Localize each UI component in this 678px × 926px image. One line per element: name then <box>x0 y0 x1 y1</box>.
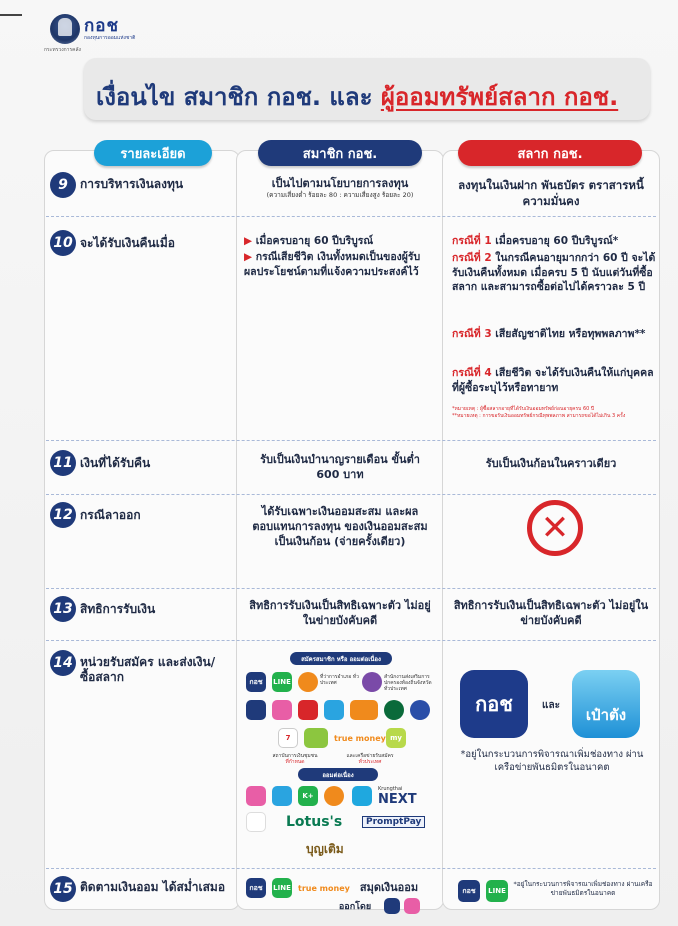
lottery-channel-note: *อยู่ในกระบวนการพิจารณาเพิ่มช่องทาง ผ่านเครือข่ายพันธมิตรในอนาคต <box>460 749 644 773</box>
row-separator <box>46 588 656 589</box>
case-4-text: เสียชีวิต จะได้รับเงินคืนให้แก่บุคคลที่ผู้ซื้อระบุไว้หรือทายาท <box>452 367 654 394</box>
next-logo: NEXT <box>378 792 417 807</box>
bank-ghb-icon <box>298 700 318 720</box>
case-3-key: กรณีที่ 3 <box>452 328 492 340</box>
header-member: สมาชิก กอช. <box>258 140 422 166</box>
row-separator <box>46 640 656 641</box>
header-lottery: สลาก กอช. <box>458 140 642 166</box>
lottery-note-1: *หมายเหตุ : ผู้ซื้อสลากอายุที่ได้รับเงินออมทรัพย์ก่อนอายุครบ 60 ปี <box>452 406 595 412</box>
boonterm-logo: บุญเติม <box>306 842 344 856</box>
logo <box>50 14 135 44</box>
agent-label-2b: ทั่วประเทศ <box>358 759 382 765</box>
line-icon: LINE <box>486 880 508 902</box>
issued-by-label: ออกโดย <box>338 902 372 912</box>
member-cell-9 <box>242 176 438 200</box>
lottery-cell-13: สิทธิการรับเงินเป็นสิทธิเฉพาะตัว ไม่อยู่ในข่ายบังคับคดี <box>453 599 649 627</box>
member-bullet-1 <box>244 234 432 249</box>
case-1-key: กรณีที่ 1 <box>452 235 492 247</box>
row-number-9: 9 <box>50 172 76 198</box>
row-label-13: สิทธิการรับเงิน <box>80 602 156 616</box>
kos-app-icon: กอช <box>460 670 528 738</box>
kplus-icon: K+ <box>298 786 318 806</box>
bank-sme-icon <box>410 700 430 720</box>
row-separator <box>46 494 656 495</box>
row-number-13: 13 <box>50 596 76 622</box>
row-number-11: 11 <box>50 450 76 476</box>
lottery-case-1 <box>452 234 658 249</box>
row-label-14: หน่วยรับสมัคร และส่งเงิน/ซื้อสลาก <box>80 655 216 684</box>
lottery-cell-9: ลงทุนในเงินฝาก พันธบัตร ตราสารหนี้ ความมั่นคง <box>458 178 644 208</box>
chip-continuous: ออมต่อเนื่อง <box>298 768 378 781</box>
member-text-9: เป็นไปตามนโยบายการลงทุน <box>271 177 409 190</box>
header-detail: รายละเอียด <box>94 140 212 166</box>
member-bullet-2-text: กรณีเสียชีวิต เงินทั้งหมดเป็นของผู้รับผลประโยชน์ตามที่แจ้งความประสงค์ไว้ <box>244 251 421 278</box>
title-part-1: เงื่อนไข สมาชิก กอช. และ <box>96 83 381 111</box>
kos-icon: กอช <box>246 672 266 692</box>
member-cell-13: สิทธิการรับเงินเป็นสิทธิเฉพาะตัว ไม่อยู่ในข่ายบังคับคดี <box>249 599 431 627</box>
member-bullet-2 <box>244 250 432 280</box>
row-number-14: 14 <box>50 650 76 676</box>
seven-eleven-icon: 7 <box>278 728 298 748</box>
row-label-10: จะได้รับเงินคืนเมื่อ <box>80 236 175 250</box>
local-admin-label: สำนักงานส่งเสริมการปกครองท้องถิ่นจังหวัด ทั่วประเทศ <box>384 674 432 692</box>
lottery-case-4 <box>452 366 658 395</box>
line-icon: LINE <box>272 672 292 692</box>
paotang-app-icon <box>572 670 640 738</box>
line-icon: LINE <box>272 878 292 898</box>
agent-label-2: และเครือข่ายรับสมัคร <box>346 753 394 759</box>
bank-gsb-icon <box>272 700 292 720</box>
case-4-key: กรณีที่ 4 <box>452 367 492 379</box>
triangle-icon: ▶ <box>244 251 256 263</box>
case-1-text: เมื่อครบอายุ 60 ปีบริบูรณ์* <box>495 235 619 247</box>
member-cell-11: รับเป็นเงินบำนาญรายเดือน ขั้นต่ำ 600 บาท <box>260 453 420 481</box>
app-icon-pink <box>246 786 266 806</box>
case-2-key: กรณีที่ 2 <box>452 252 492 264</box>
row-label-9: การบริหารเงินลงทุน <box>80 177 184 191</box>
bank-icon-b <box>404 898 420 914</box>
row-number-15: 15 <box>50 876 76 902</box>
paotang-label: เป๋าตัง <box>585 706 627 724</box>
crest-icon <box>50 14 80 44</box>
row-separator <box>46 868 656 869</box>
row-number-12: 12 <box>50 502 76 528</box>
member-cell-12: ได้รับเฉพาะเงินออมสะสม และผลตอบแทนการลงทุน ของเงินออมสะสมเป็นเงินก้อน (จ่ายครั้งเดียว) <box>252 505 428 548</box>
bank-ibank-icon <box>350 700 378 720</box>
lottery-track-note: *อยู่ในกระบวนการพิจารณาเพิ่มช่องทาง ผ่านเครือข่ายพันธมิตรในอนาคต <box>513 880 653 897</box>
brand <box>84 17 135 41</box>
row-separator <box>46 440 656 441</box>
mpay-icon: my <box>386 728 406 748</box>
row-label-12: กรณีลาออก <box>80 508 141 522</box>
row-number-10: 10 <box>50 230 76 256</box>
scb-icon <box>324 786 344 806</box>
truemoney-icon: true money <box>298 884 350 893</box>
bank-icon-a <box>384 898 400 914</box>
member-bullet-1-text: เมื่อครบอายุ 60 ปีบริบูรณ์ <box>255 235 374 247</box>
thailand-post-icon <box>246 812 266 832</box>
bank-baac-icon <box>246 700 266 720</box>
case-2-text: ในกรณีคนอายุมากกว่า 60 ปี จะได้รับเงินคืนทั้งหมด เมื่อครบ 5 ปี นับแต่วันที่ซื้อสลาก และสามารถซื้อต่อไปได้คราวละ 5 ปี <box>452 252 656 293</box>
lottery-case-3 <box>452 327 658 342</box>
kos-icon: กอช <box>246 878 266 898</box>
case-3-text: เสียสัญชาติไทย หรือทุพพลภาพ** <box>495 328 646 340</box>
lotus-logo: Lotus's <box>286 814 343 830</box>
brand-mark: กอช <box>84 16 120 36</box>
lottery-case-2 <box>452 251 658 295</box>
next-sub-label: Krungthai <box>378 786 403 792</box>
promptpay-logo: PromptPay <box>362 816 425 828</box>
bank-ktb-icon <box>324 700 344 720</box>
gov-office-label: ที่ว่าการอำเภอ ทั่วประเทศ <box>320 674 359 686</box>
and-text: และ <box>542 700 560 711</box>
detail-column-frame <box>44 150 240 910</box>
local-admin-icon <box>362 672 382 692</box>
agent-label-1: สถาบันการเงินชุมชน <box>272 753 318 759</box>
passbook-label: สมุดเงินออม <box>359 881 419 894</box>
crest-subtitle: กระทรวงการคลัง <box>44 47 81 53</box>
member-subtext-9: (ความเสี่ยงต่ำ ร้อยละ 80 : ความเสี่ยงสูง ร้อยละ 20) <box>266 191 414 199</box>
row-label-11: เงินที่ได้รับคืน <box>80 456 151 470</box>
counter-service-icon <box>304 728 328 748</box>
truemoney-icon: true money <box>334 734 386 743</box>
edge-line <box>0 14 22 16</box>
bank-islamic-icon <box>384 700 404 720</box>
gov-office-icon <box>298 672 318 692</box>
x-circle-icon: ✕ <box>527 500 583 556</box>
triangle-icon: ▶ <box>244 235 256 247</box>
agent-label-1b: ที่กำหนด <box>285 759 305 765</box>
lottery-cell-11: รับเป็นเงินก้อนในคราวเดียว <box>485 457 617 470</box>
row-label-15: ติดตามเงินออม ได้สม่ำเสมอ <box>80 880 226 894</box>
kos-icon: กอช <box>458 880 480 902</box>
brand-subtitle: กองทุนการออมแห่งชาติ <box>84 35 136 41</box>
page-title <box>96 77 618 116</box>
row-separator <box>46 216 656 217</box>
app-icon-blue <box>272 786 292 806</box>
title-part-2: ผู้ออมทรัพย์สลาก กอช. <box>380 83 619 111</box>
chip-register: สมัครสมาชิก หรือ ออมต่อเนื่อง <box>290 652 392 665</box>
krungthai-icon <box>352 786 372 806</box>
lottery-note-2: **หมายเหตุ : การขอรับเงินออมทรัพย์กรณีทุพพลภาพ สามารถขอได้ไม่เกิน 3 ครั้ง <box>452 413 626 419</box>
